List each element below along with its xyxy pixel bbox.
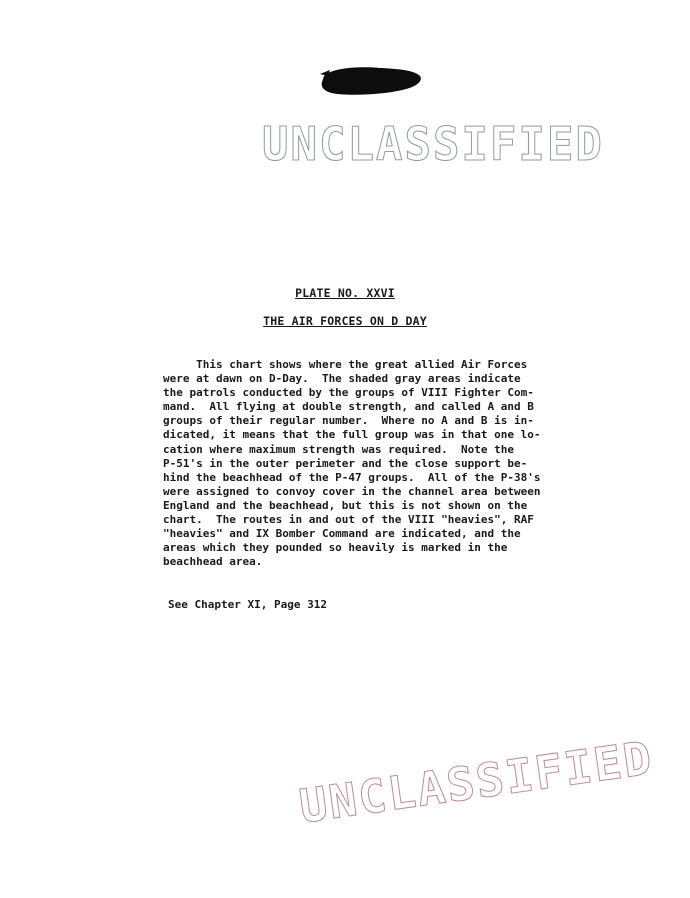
- unclassified-stamp-bottom: UNCLASSIFIED: [296, 730, 657, 834]
- body-line: P-51's in the outer perimeter and the close support be-: [163, 456, 528, 470]
- body-line: chart. The routes in and out of the VIII "heavies", RAF: [163, 513, 534, 527]
- body-line: England and the beachhead, but this is not shown on the: [163, 498, 528, 512]
- body-line: areas which they pounded so heavily is marked in the: [163, 541, 508, 555]
- body-line: the patrols conducted by the groups of VIII Fighter Com-: [163, 386, 534, 400]
- body-line: "heavies" and IX Bomber Command are indicated, and the: [163, 527, 521, 541]
- unclassified-stamp-top: UNCLASSIFIED: [262, 118, 604, 172]
- chapter-reference: See Chapter XI, Page 312: [168, 598, 327, 611]
- body-line: cation where maximum strength was required. Note the: [163, 442, 514, 456]
- body-line: were at dawn on D-Day. The shaded gray areas indicate: [163, 372, 521, 386]
- body-line: hind the beachhead of the P-47 groups. All of the P-38's: [163, 470, 541, 484]
- body-line: This chart shows where the great allied Air Forces: [163, 358, 528, 371]
- body-line: mand. All flying at double strength, and called A and B: [163, 400, 534, 414]
- body-line: were assigned to convoy cover in the channel area between: [163, 484, 541, 498]
- redaction-mark: [318, 62, 424, 98]
- plate-number: PLATE NO. XXVI: [295, 286, 395, 300]
- plate-title: THE AIR FORCES ON D DAY: [263, 314, 427, 328]
- body-line: beachhead area.: [163, 555, 263, 569]
- body-paragraph: [163, 358, 583, 569]
- body-line: groups of their regular number. Where no A and B is in-: [163, 414, 534, 428]
- body-line: dicated, it means that the full group was in that one lo-: [163, 428, 541, 442]
